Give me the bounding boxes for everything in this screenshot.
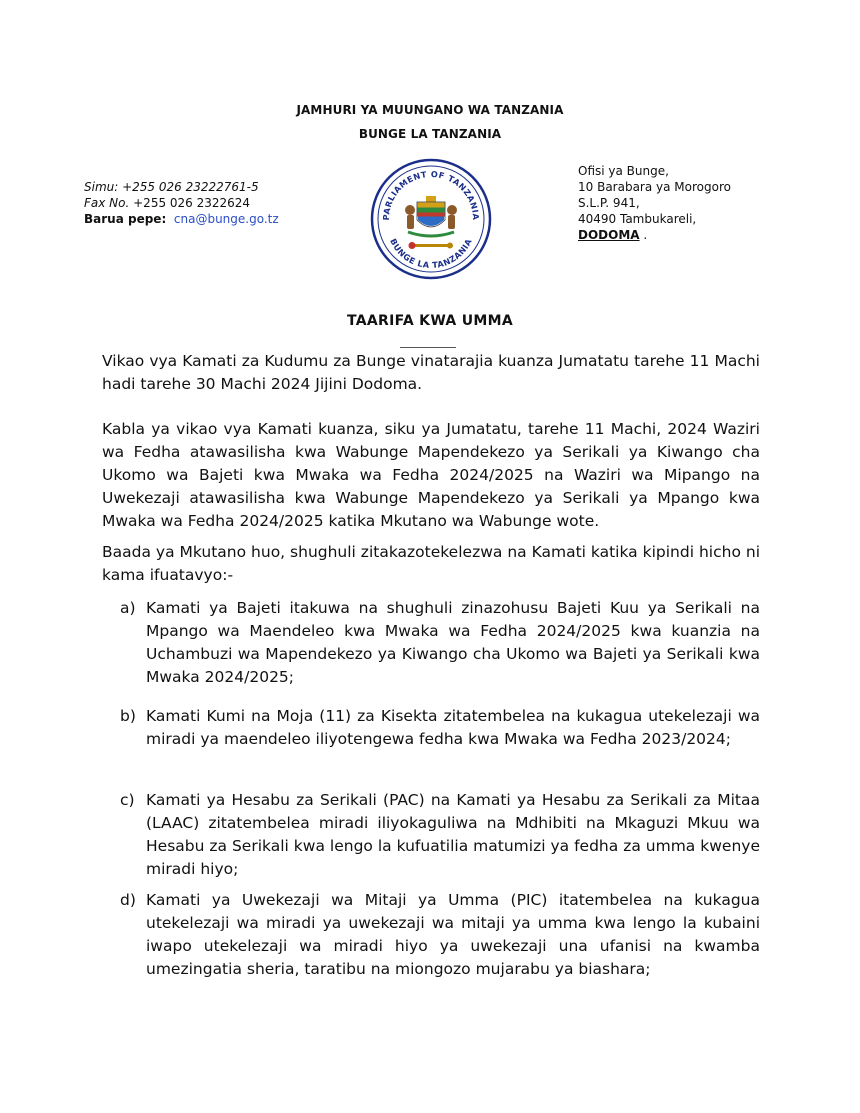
email-line	[84, 211, 279, 227]
list-marker: b)	[120, 707, 136, 725]
email-link[interactable]: cna@bunge.go.tz	[173, 212, 279, 226]
list-item-text: Kamati ya Bajeti itakuwa na shughuli zinazohusu Bajeti Kuu ya Serikali na Mpango wa Maendeleo kwa Mwaka wa Fedha 2024/2025 kwa kuanzia na Uchambuzi wa Mapendekezo ya Kiwango cha Ukomo wa Bajeti ya Serikali kwa Mwaka 2024/2025;	[146, 599, 760, 686]
title-underline	[400, 347, 456, 348]
list-item-text: Kamati Kumi na Moja (11) za Kisekta zitatembelea na kukagua utekelezaji wa miradi ya maendeleo iliyotengewa fedha kwa Mwaka wa Fedha 2023/2024;	[146, 707, 760, 748]
address-city-suffix: .	[639, 228, 648, 242]
address-line-2: 10 Barabara ya Morogoro	[578, 180, 731, 194]
list-item	[120, 597, 760, 689]
phone-label: Simu:	[84, 180, 119, 194]
address-city: DODOMA	[578, 228, 640, 242]
paragraph-intro: Vikao vya Kamati za Kudumu za Bunge vinatarajia kuanza Jumatatu tarehe 11 Machi hadi tarehe 30 Machi 2024 Jijini Dodoma.	[102, 352, 760, 393]
address-line-1: Ofisi ya Bunge,	[578, 164, 669, 178]
list-item-text: Kamati ya Hesabu za Serikali (PAC) na Kamati ya Hesabu za Serikali za Mitaa (LAAC) zitatembelea miradi iliyokaguliwa na Mdhibiti na Mkaguzi Mkuu wa Hesabu za Serikali kwa lengo la kufuatilia matumizi ya fedha za umma kwenye miradi hiyo;	[146, 791, 760, 878]
contact-right	[578, 163, 731, 243]
header-country: JAMHURI YA MUUNGANO WA TANZANIA	[296, 103, 564, 117]
parliament-seal-logo	[370, 158, 492, 280]
address-city-line	[578, 227, 731, 243]
list-item	[120, 789, 760, 881]
list-marker: d)	[120, 891, 136, 909]
email-label: Barua pepe:	[84, 212, 167, 226]
list-item	[120, 889, 760, 981]
address-line-4: 40490 Tambukareli,	[578, 212, 697, 226]
paragraph-budget: Kabla ya vikao vya Kamati kuanza, siku ya Jumatatu, tarehe 11 Machi, 2024 Waziri wa Fedha atawasilisha kwa Wabunge Mapendekezo ya Serikali ya Kiwango cha Ukomo wa Bajeti kwa Mwaka wa Fedha 2024/2025 na Waziri wa Mipango na Uwekezaji atawasilisha kwa Wabunge Mapendekezo ya Serikali ya Mpango kwa Mwaka wa Fedha 2024/2025 katika Mkutano wa Wabunge wote.	[102, 420, 760, 530]
paragraph-activities: Baada ya Mkutano huo, shughuli zitakazotekelezwa na Kamati katika kipindi hicho ni kama ifuatavyo:-	[102, 543, 760, 584]
list-item	[120, 705, 760, 751]
phone-value: +255 026 23222761-5	[118, 180, 259, 194]
list-item-text: Kamati ya Uwekezaji wa Mitaji ya Umma (PIC) itatembelea na kukagua utekelezaji wa miradi ya uwekezaji wa mitaji ya umma kwa lengo la kubaini iwapo utekelezaji wa miradi hiyo ya uwekezaji una ufanisi na kwamba umezingatia sheria, taratibu na miongozo mujarabu ya biashara;	[146, 891, 760, 978]
seal-bottom-text: BUNGE LA TANZANIA	[388, 236, 474, 271]
document-title: TAARIFA KWA UMMA	[346, 313, 514, 329]
list-marker: c)	[120, 791, 135, 809]
fax-label: Fax No.	[84, 196, 130, 210]
contact-left	[84, 179, 279, 227]
list-marker: a)	[120, 599, 136, 617]
seal-top-text: PARLIAMENT OF TANZANIA	[380, 168, 482, 221]
fax-line	[84, 195, 279, 211]
header-parliament: BUNGE LA TANZANIA	[358, 127, 502, 141]
fax-value: +255 026 2322624	[129, 196, 251, 210]
phone-line	[84, 179, 279, 195]
address-line-3: S.L.P. 941,	[578, 196, 640, 210]
